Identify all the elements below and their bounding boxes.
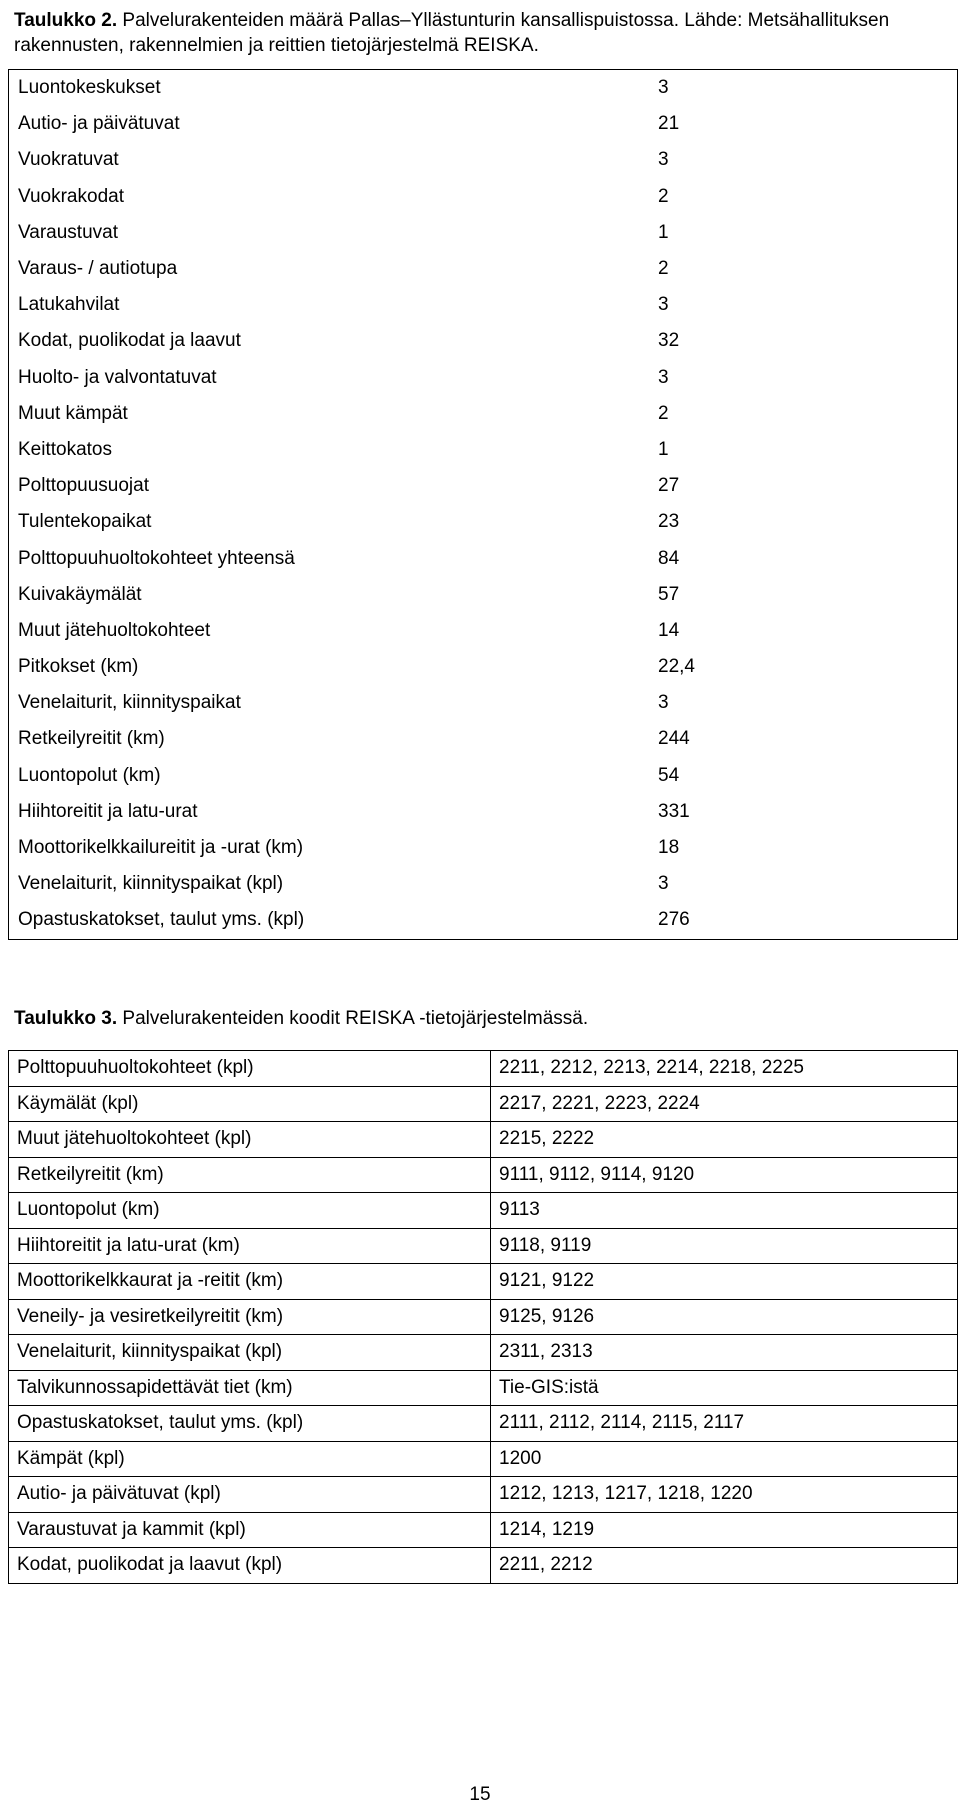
row-label: Autio- ja päivätuvat [18, 113, 180, 135]
row-value: 84 [658, 547, 680, 569]
table-row [9, 179, 958, 215]
row-value: 2211, 2212, 2213, 2214, 2218, 2225 [491, 1051, 958, 1087]
row-label: Moottorikelkkaurat ja -reitit (km) [9, 1264, 491, 1300]
row-value: 3 [658, 366, 669, 388]
row-value: 1 [658, 221, 669, 243]
row-value: 57 [658, 583, 680, 605]
row-label: Talvikunnossapidettävät tiet (km) [9, 1370, 491, 1406]
row-label: Luontokeskukset [18, 77, 161, 99]
row-label: Polttopuuhuoltokohteet (kpl) [9, 1051, 491, 1087]
row-label: Polttopuuhuoltokohteet yhteensä [18, 547, 295, 569]
row-value: 1212, 1213, 1217, 1218, 1220 [491, 1477, 958, 1513]
table-row [9, 794, 958, 830]
table-row [9, 1477, 958, 1513]
row-label: Kuivakäymälät [18, 583, 142, 605]
row-value: 2 [658, 258, 669, 280]
table-row [9, 1406, 958, 1442]
row-value: 331 [658, 800, 690, 822]
table-row [9, 649, 958, 685]
row-label: Muut jätehuoltokohteet (kpl) [9, 1122, 491, 1158]
row-value: 3 [658, 873, 669, 895]
table-3-body [9, 1051, 958, 1584]
table-row [9, 70, 958, 107]
row-value: 3 [658, 149, 669, 171]
row-value: 54 [658, 764, 680, 786]
table-row [9, 1193, 958, 1229]
table-row [9, 251, 958, 287]
table-2-caption-label: Taulukko 2. [14, 10, 118, 31]
row-label: Kämpät (kpl) [9, 1441, 491, 1477]
table-row [9, 1051, 958, 1087]
table-row [9, 902, 958, 939]
table-row [9, 1441, 958, 1477]
row-label: Kodat, puolikodat ja laavut [18, 330, 241, 352]
table-row [9, 1548, 958, 1584]
table-2-body [9, 70, 958, 940]
row-label: Vuokrakodat [18, 185, 124, 207]
row-label: Muut kämpät [18, 402, 128, 424]
row-value: 1 [658, 438, 669, 460]
table-row [9, 1228, 958, 1264]
row-value: Tie-GIS:istä [491, 1370, 958, 1406]
row-value: 3 [658, 77, 669, 99]
table-row [9, 866, 958, 902]
page-number: 15 [469, 1784, 491, 1805]
row-label: Luontopolut (km) [9, 1193, 491, 1229]
table-row [9, 1512, 958, 1548]
row-label: Käymälät (kpl) [9, 1086, 491, 1122]
table-3-reiska-codes [8, 1050, 958, 1584]
row-value: 3 [658, 294, 669, 316]
row-label: Muut jätehuoltokohteet [18, 619, 211, 641]
table-row [9, 1370, 958, 1406]
table-row [9, 504, 958, 540]
table-row [9, 1086, 958, 1122]
row-value: 276 [658, 909, 690, 931]
table-row [9, 1299, 958, 1335]
row-value: 2 [658, 402, 669, 424]
table-row [9, 758, 958, 794]
row-label: Varaustuvat ja kammit (kpl) [9, 1512, 491, 1548]
table-3-caption-text: Palvelurakenteiden koodit REISKA -tietojärjestelmässä. [117, 1008, 589, 1029]
row-label: Autio- ja päivätuvat (kpl) [9, 1477, 491, 1513]
table-row [9, 468, 958, 504]
table-row [9, 142, 958, 178]
row-value: 9113 [491, 1193, 958, 1229]
table-row [9, 396, 958, 432]
table-row [9, 215, 958, 251]
table-2-caption [14, 8, 944, 58]
table-row [9, 1122, 958, 1158]
row-label: Huolto- ja valvontatuvat [18, 366, 217, 388]
table-row [9, 1157, 958, 1193]
row-value: 21 [658, 113, 680, 135]
row-value: 2215, 2222 [491, 1122, 958, 1158]
row-label: Moottorikelkkailureitit ja -urat (km) [18, 837, 304, 859]
row-label: Pitkokset (km) [18, 656, 139, 678]
row-label: Varaustuvat [18, 221, 118, 243]
row-label: Retkeilyreitit (km) [9, 1157, 491, 1193]
row-label: Hiihtoreitit ja latu-urat (km) [9, 1228, 491, 1264]
row-value: 244 [658, 728, 690, 750]
row-value: 9111, 9112, 9114, 9120 [491, 1157, 958, 1193]
row-label: Tulentekopaikat [18, 511, 152, 533]
table-row [9, 323, 958, 359]
row-label: Latukahvilat [18, 294, 120, 316]
row-value: 27 [658, 475, 680, 497]
row-value: 2217, 2221, 2223, 2224 [491, 1086, 958, 1122]
table-2-caption-text: Palvelurakenteiden määrä Pallas–Yllästunturin kansallispuistossa. Lähde: Metsähallituksen rakennusten, rakennelmien ja reittien tietojärjestelmä REISKA. [14, 10, 890, 56]
row-label: Varaus- / autiotupa [18, 258, 178, 280]
row-label: Kodat, puolikodat ja laavut (kpl) [9, 1548, 491, 1584]
row-value: 9125, 9126 [491, 1299, 958, 1335]
table-row [9, 360, 958, 396]
row-value: 1214, 1219 [491, 1512, 958, 1548]
row-value: 14 [658, 619, 680, 641]
row-value: 2 [658, 185, 669, 207]
table-3-caption [14, 1006, 944, 1031]
table-row [9, 1264, 958, 1300]
table-row [9, 106, 958, 142]
table-row [9, 432, 958, 468]
row-label: Venelaiturit, kiinnityspaikat [18, 692, 241, 714]
row-value: 18 [658, 837, 680, 859]
row-label: Polttopuusuojat [18, 475, 149, 497]
table-row [9, 830, 958, 866]
row-value: 3 [658, 692, 669, 714]
row-label: Veneily- ja vesiretkeilyreitit (km) [9, 1299, 491, 1335]
table-3-caption-label: Taulukko 3. [14, 1008, 118, 1029]
table-row [9, 287, 958, 323]
row-value: 2111, 2112, 2114, 2115, 2117 [491, 1406, 958, 1442]
table-row [9, 721, 958, 757]
row-label: Vuokratuvat [18, 149, 119, 171]
row-label: Hiihtoreitit ja latu-urat [18, 800, 198, 822]
table-2-service-structure-counts [8, 69, 958, 940]
row-label: Venelaiturit, kiinnityspaikat (kpl) [9, 1335, 491, 1371]
table-row [9, 540, 958, 576]
row-label: Retkeilyreitit (km) [18, 728, 165, 750]
row-label: Venelaiturit, kiinnityspaikat (kpl) [18, 873, 284, 895]
row-value: 2311, 2313 [491, 1335, 958, 1371]
row-label: Opastuskatokset, taulut yms. (kpl) [18, 909, 305, 931]
row-label: Opastuskatokset, taulut yms. (kpl) [9, 1406, 491, 1442]
table-row [9, 1335, 958, 1371]
table-row [9, 685, 958, 721]
row-label: Luontopolut (km) [18, 764, 161, 786]
row-value: 2211, 2212 [491, 1548, 958, 1584]
row-value: 1200 [491, 1441, 958, 1477]
row-value: 32 [658, 330, 680, 352]
table-row [9, 613, 958, 649]
row-label: Keittokatos [18, 438, 112, 460]
row-value: 9121, 9122 [491, 1264, 958, 1300]
table-row [9, 577, 958, 613]
row-value: 23 [658, 511, 680, 533]
row-value: 9118, 9119 [491, 1228, 958, 1264]
row-value: 22,4 [658, 656, 695, 678]
